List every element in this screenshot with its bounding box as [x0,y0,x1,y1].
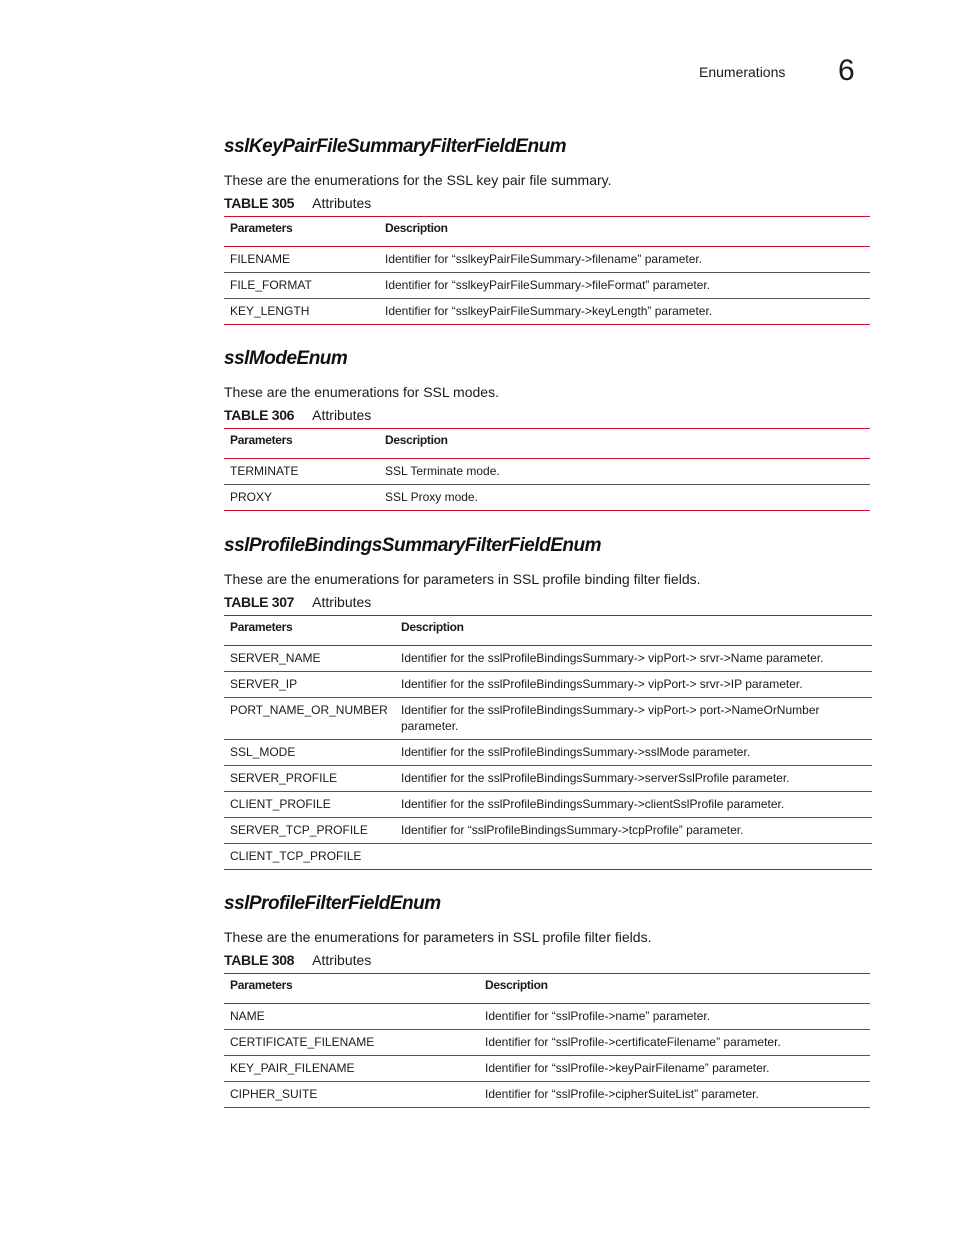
parameter-cell: FILENAME [224,247,379,273]
column-header-parameters: Parameters [224,616,395,646]
table-row [224,1004,870,1030]
parameter-cell: PORT_NAME_OR_NUMBER [224,698,395,740]
table-caption [224,592,872,612]
parameter-cell: SERVER_NAME [224,646,395,672]
description-cell: Identifier for “sslProfileBindingsSummary->tcpProfile” parameter. [395,818,872,844]
parameter-cell: KEY_LENGTH [224,299,379,325]
parameter-cell: SSL_MODE [224,740,395,766]
table-label: Attributes [312,407,372,423]
table-row [224,273,870,299]
description-cell: SSL Proxy mode. [379,485,870,511]
table-number: TABLE 305 [224,195,295,211]
description-cell: Identifier for “sslProfile->cipherSuiteList” parameter. [479,1082,870,1108]
table-caption [224,193,870,213]
description-cell: Identifier for the sslProfileBindingsSummary->sslMode parameter. [395,740,872,766]
section-intro: These are the enumerations for parameters in SSL profile binding filter fields. [224,571,701,587]
attributes-table [224,615,872,870]
parameter-cell: SERVER_TCP_PROFILE [224,818,395,844]
table-row [224,766,872,792]
table-number: TABLE 306 [224,407,295,423]
parameter-cell: PROXY [224,485,379,511]
table-row [224,247,870,273]
column-header-description: Description [379,217,870,247]
section-intro: These are the enumerations for SSL modes. [224,384,499,400]
section-heading: sslKeyPairFileSummaryFilterFieldEnum [224,136,567,157]
section-ssl-mode [224,348,870,511]
table-row [224,1056,870,1082]
table-row [224,646,872,672]
column-header-parameters: Parameters [224,429,379,459]
description-cell: Identifier for the sslProfileBindingsSummary-> vipPort-> port->NameOrNumber parameter. [395,698,872,740]
description-cell: SSL Terminate mode. [379,459,870,485]
section-ssl-profile-filter-field [224,893,870,1108]
table-number: TABLE 307 [224,594,295,610]
description-cell: Identifier for “sslProfile->keyPairFilename” parameter. [479,1056,870,1082]
description-cell [395,844,872,870]
description-cell: Identifier for the sslProfileBindingsSummary->serverSslProfile parameter. [395,766,872,792]
column-header-description: Description [395,616,872,646]
attributes-table [224,428,870,511]
table-row [224,844,872,870]
table-number: TABLE 308 [224,952,295,968]
description-cell: Identifier for “sslProfile->certificateFilename” parameter. [479,1030,870,1056]
parameter-cell: SERVER_PROFILE [224,766,395,792]
table-caption [224,405,870,425]
table-header-row [224,616,872,646]
table-label: Attributes [312,594,372,610]
table-header-row [224,429,870,459]
description-cell: Identifier for the sslProfileBindingsSummary->clientSslProfile parameter. [395,792,872,818]
section-ssl-profile-bindings-summary [224,535,872,870]
table-row [224,792,872,818]
description-cell: Identifier for “sslkeyPairFileSummary->filename” parameter. [379,247,870,273]
column-header-parameters: Parameters [224,217,379,247]
table-row [224,1082,870,1108]
table-row [224,740,872,766]
attributes-table [224,973,870,1108]
column-header-description: Description [479,974,870,1004]
parameter-cell: SERVER_IP [224,672,395,698]
column-header-parameters: Parameters [224,974,479,1004]
table-row [224,698,872,740]
parameter-cell: KEY_PAIR_FILENAME [224,1056,479,1082]
table-row [224,672,872,698]
description-cell: Identifier for “sslkeyPairFileSummary->keyLength” parameter. [379,299,870,325]
table-header-row [224,974,870,1004]
table-label: Attributes [312,195,372,211]
table-header-row [224,217,870,247]
table-caption [224,950,870,970]
table-label: Attributes [312,952,372,968]
section-heading: sslModeEnum [224,348,348,369]
parameter-cell: CERTIFICATE_FILENAME [224,1030,479,1056]
table-row [224,299,870,325]
parameter-cell: CLIENT_PROFILE [224,792,395,818]
description-cell: Identifier for “sslkeyPairFileSummary->fileFormat” parameter. [379,273,870,299]
attributes-table [224,216,870,325]
parameter-cell: CLIENT_TCP_PROFILE [224,844,395,870]
column-header-description: Description [379,429,870,459]
table-row [224,485,870,511]
section-heading: sslProfileBindingsSummaryFilterFieldEnum [224,535,601,556]
chapter-number: 6 [838,54,855,87]
table-row [224,1030,870,1056]
parameter-cell: TERMINATE [224,459,379,485]
description-cell: Identifier for the sslProfileBindingsSummary-> vipPort-> srvr->Name parameter. [395,646,872,672]
section-intro: These are the enumerations for the SSL key pair file summary. [224,172,612,188]
section-intro: These are the enumerations for parameters in SSL profile filter fields. [224,929,652,945]
section-ssl-key-pair-file-summary [224,136,870,325]
parameter-cell: NAME [224,1004,479,1030]
parameter-cell: FILE_FORMAT [224,273,379,299]
parameter-cell: CIPHER_SUITE [224,1082,479,1108]
description-cell: Identifier for the sslProfileBindingsSummary-> vipPort-> srvr->IP parameter. [395,672,872,698]
table-row [224,818,872,844]
section-heading: sslProfileFilterFieldEnum [224,893,441,914]
table-row [224,459,870,485]
running-head: Enumerations [699,64,786,80]
description-cell: Identifier for “sslProfile->name” parameter. [479,1004,870,1030]
